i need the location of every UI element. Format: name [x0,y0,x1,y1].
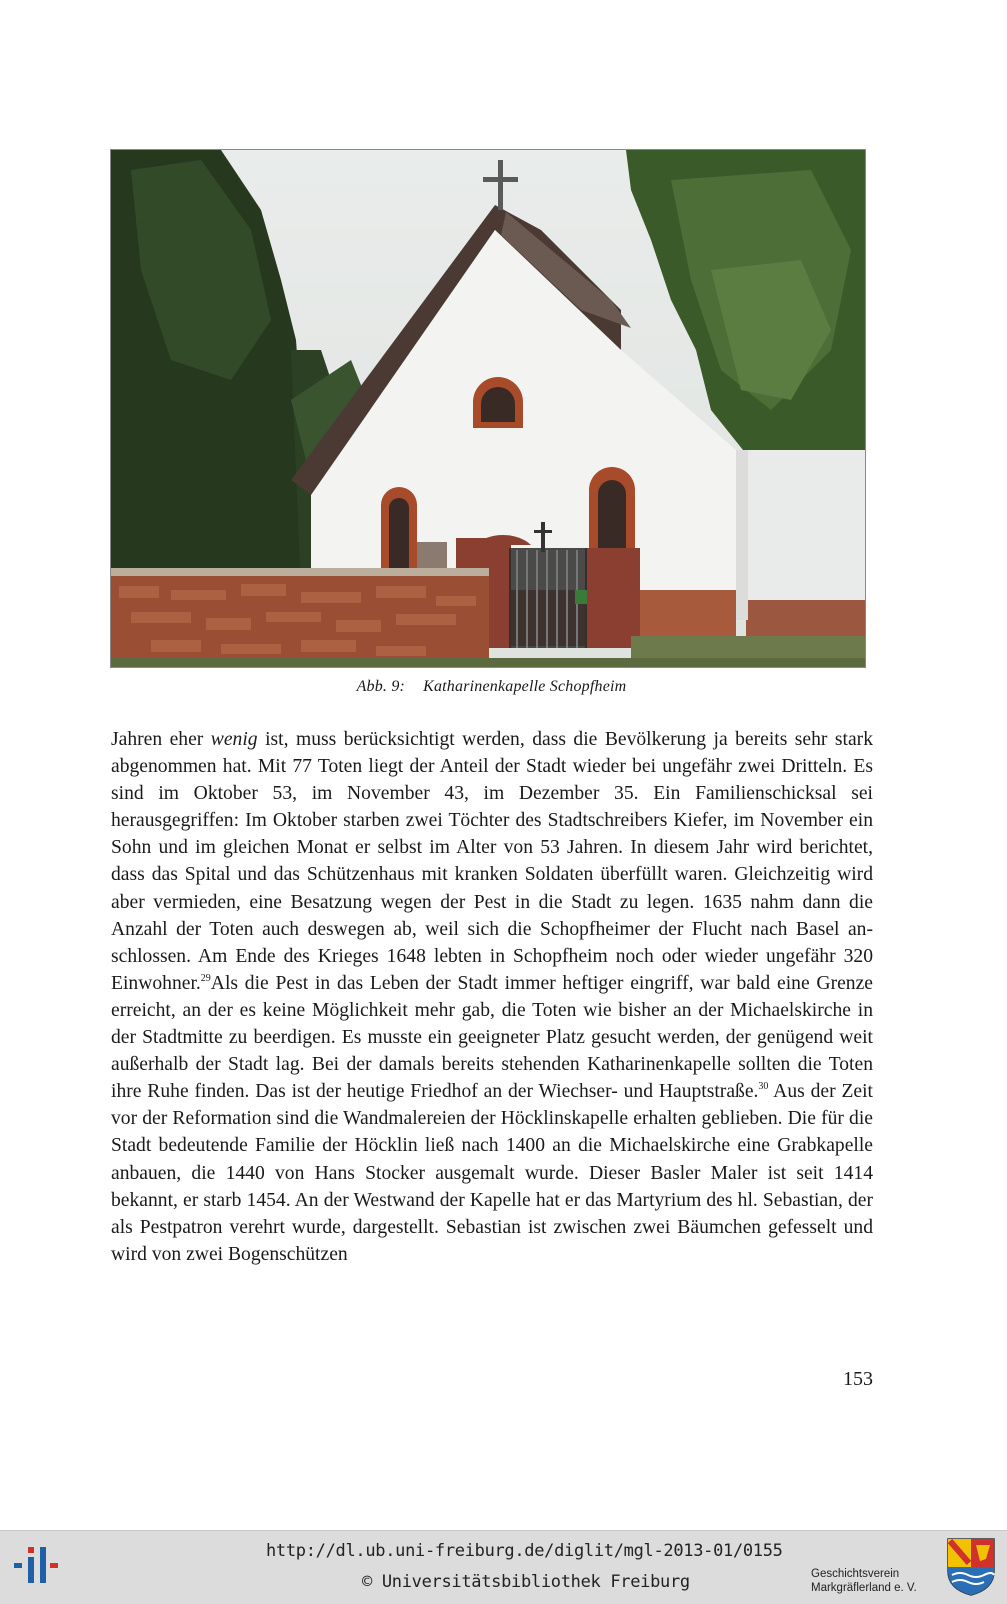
figure-caption [0,678,983,696]
ub-freiburg-logo-icon[interactable] [10,1545,66,1593]
page-number: 153 [843,1368,873,1390]
text-run: Jahren eher [111,729,211,750]
chapel-photo [110,149,866,668]
society-line-1: Geschichtsverein [811,1568,900,1580]
society-line-2: Markgräflerland e. V. [811,1582,917,1594]
copyright-text: © Universitätsbibliothek Freiburg [362,1572,690,1592]
footnote-ref-29[interactable]: 29 [200,972,211,984]
coat-of-arms-icon[interactable] [946,1537,996,1601]
society-name [811,1567,917,1595]
source-url-link[interactable]: http://dl.ub.uni-freiburg.de/diglit/mgl-2013-01/0155 [266,1541,783,1561]
text-run: Als die Pest in das Leben der Stadt immer heftiger eingriff, war bald eine Grenze erreicht, an der es keine Möglichkeit mehr gab, die Toten wie bisher an der Michaelskirche in der Stadtmitte zu beerdigen. Es musste ein geeigneter Platz gesucht werden, der genügend weit außerhalb der Stadt lag. Bei der damals bereits stehenden Katharinenkapelle sollten die Toten ihre Ruhe finden. Das ist der heutige Friedhof an der Wiechser- und Hauptstraße. [111,972,873,1103]
footer-bar [0,1530,1007,1604]
body-text [111,726,873,1268]
text-run: ist, muss berücksichtigt werden, dass die Bevölkerung ja bereits sehr stark abgenommen hat. Mit 77 Toten liegt der Anteil der Stadt wieder bei ungefähr zwei Dritteln. Es sind im Oktober 53, im November 43, im Dezember 35. Ein Familienschicksal sei herausgegriffen: Im Oktober starben zwei Töchter des Stadtschreibers Kiefer, im November ein Sohn und im gleichen Monat er selbst im Alter von 53 Jahren. In diesem Jahr wird berichtet, dass das Spital und das Schützenhaus mit kranken Soldaten überfüllt waren. Gleichzeitig wird aber vermieden, eine Besatzung wegen der Pest in die Stadt zu legen. 1635 nahm dann die Anzahl der Toten auch deswegen ab, weil sich die Schopfheimer der Flucht nach Basel anschlossen. Am Ende des Krieges 1648 lebten in Schopfheim noch oder wieder ungefähr 320 Einwohner. [111,729,873,994]
caption-title: Katharinenkapelle Schopfheim [423,678,627,695]
paragraph [111,726,873,1268]
footnote-ref-30[interactable]: 30 [758,1081,769,1093]
emphasis: wenig [210,729,258,750]
caption-number: Abb. 9: [356,678,406,695]
text-run: Aus der Zeit vor der Reformation sind die Wandmalereien der Höcklinskapelle erhalten geblieben. Die für die Stadt bedeutende Familie der Höcklin ließ nach 1400 an die Michaelskirche eine Grabkapelle anbauen, die 1440 von Hans Stocker ausgemalt wurde. Dieser Basler Maler ist seit 1414 bekannt, er starb 1454. An der Westwand der Kapelle hat er das Martyrium des hl. Sebastian, der als Pestpatron verehrt wurde, dargestellt. Sebastian ist zwischen zwei Bäumchen gefesselt und wird von zwei Bogenschützen [111,1081,873,1265]
